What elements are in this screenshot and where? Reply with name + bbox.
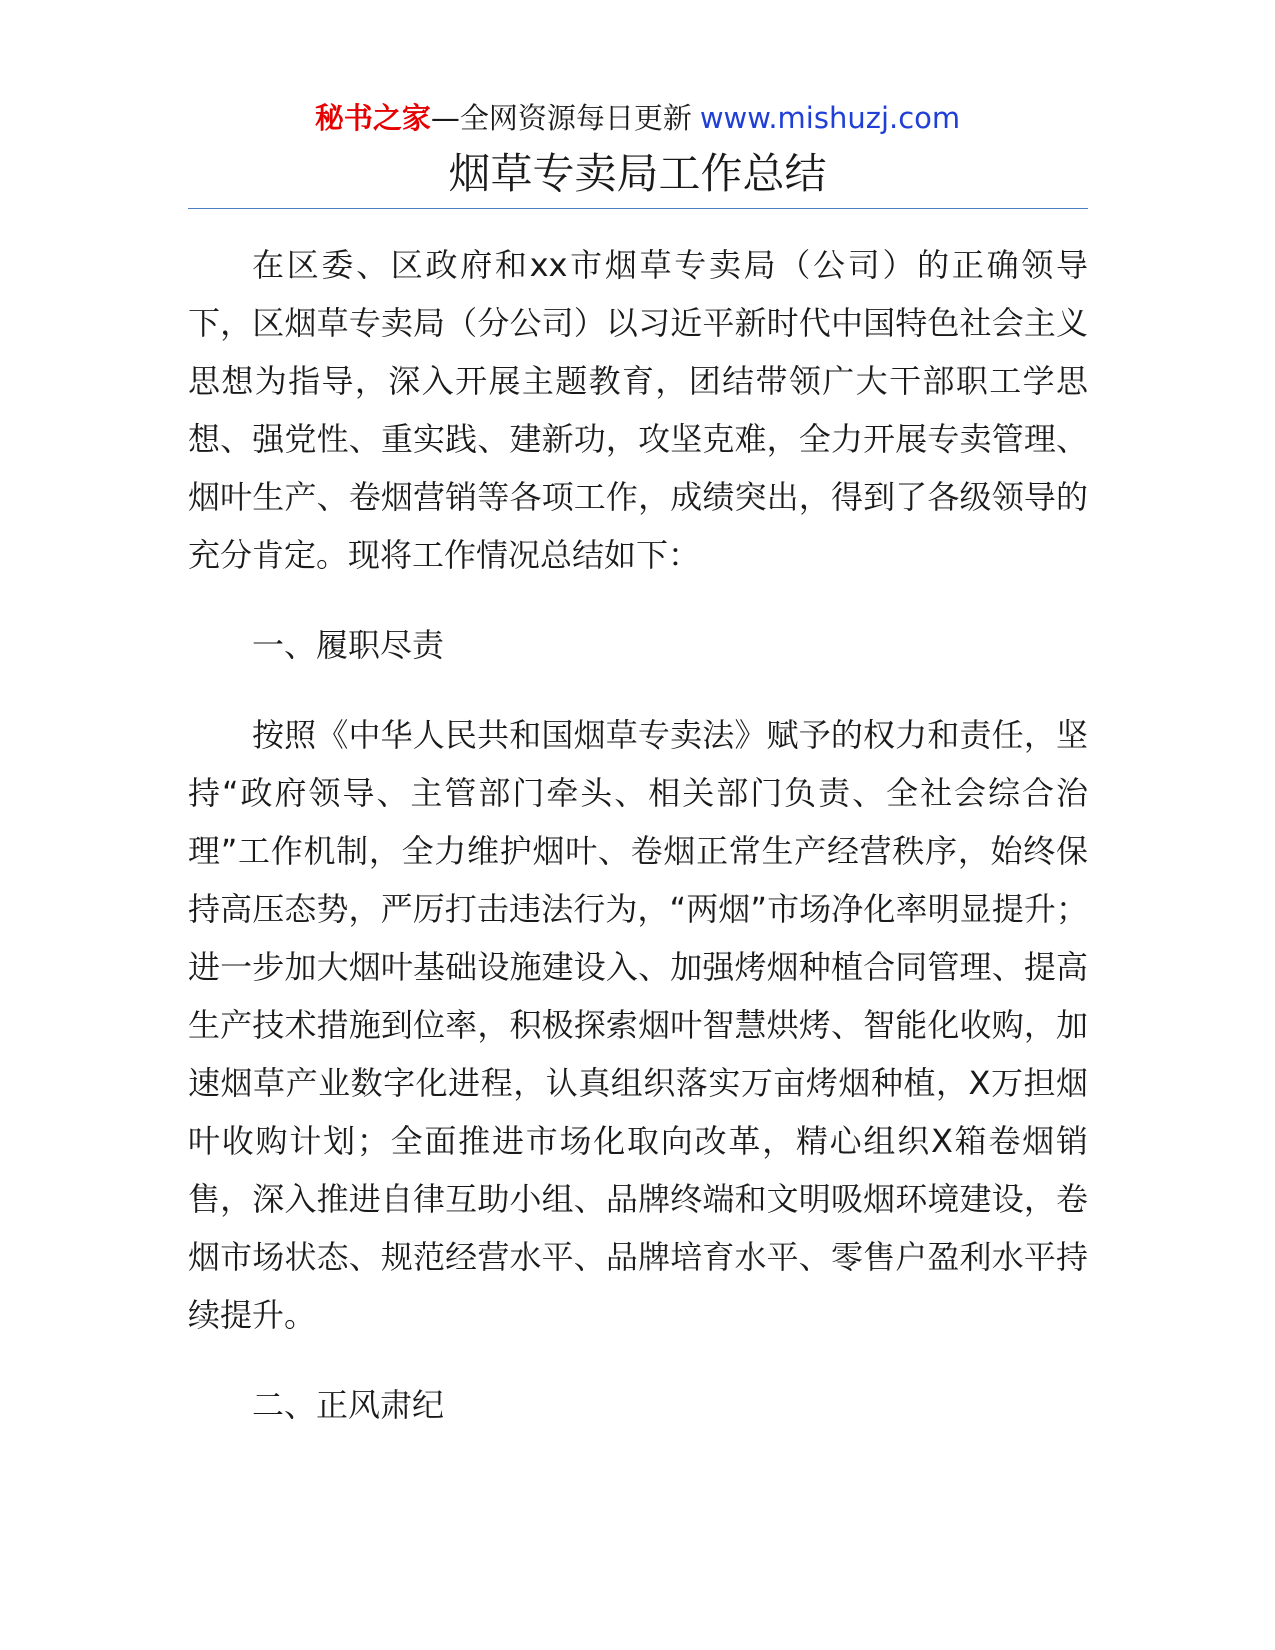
- site-brand: 秘书之家: [314, 101, 431, 135]
- document-title: 烟草专卖局工作总结: [448, 149, 827, 198]
- section-1-paragraph: 按照《中华人民共和国烟草专卖法》赋予的权力和责任，坚持“政府领导、主管部门牵头、相关部门负责、全社会综合治理”工作机制，全力维护烟叶、卷烟正常生产经营秩序，始终保持高压态势，严厉打击违法行为，“两烟”市场净化率明显提升；进一步加大烟叶基础设施建设入、加强烤烟种植合同管理、提高生产技术措施到位率，积极探索烟叶智慧烘烤、智能化收购，加速烟草产业数字化进程，认真组织落实万亩烤烟种植，X万担烟叶收购计划；全面推进市场化取向改革，精心组织X箱卷烟销售，深入推进自律互助小组、品牌终端和文明吸烟环境建设，卷烟市场状态、规范经营水平、品牌培育水平、零售户盈利水平持续提升。: [188, 716, 1088, 1334]
- title-divider: [188, 208, 1088, 209]
- intro-paragraph: 在区委、区政府和xx市烟草专卖局（公司）的正确领导下，区烟草专卖局（分公司）以习近平新时代中国特色社会主义思想为指导，深入开展主题教育，团结带领广大干部职工学思想、强党性、重实践、建新功，攻坚克难，全力开展专卖管理、烟叶生产、卷烟营销等各项工作，成绩突出，得到了各级领导的充分肯定。现将工作情况总结如下：: [188, 246, 1088, 574]
- site-url-link[interactable]: www.mishuzj.com: [699, 101, 961, 135]
- site-slogan: —全网资源每日更新: [430, 101, 692, 135]
- section-heading-1: 一、履职尽责: [252, 626, 445, 664]
- section-heading-2: 二、正风肃纪: [252, 1386, 445, 1424]
- document-body: [188, 236, 1088, 1466]
- site-header: [0, 98, 1275, 138]
